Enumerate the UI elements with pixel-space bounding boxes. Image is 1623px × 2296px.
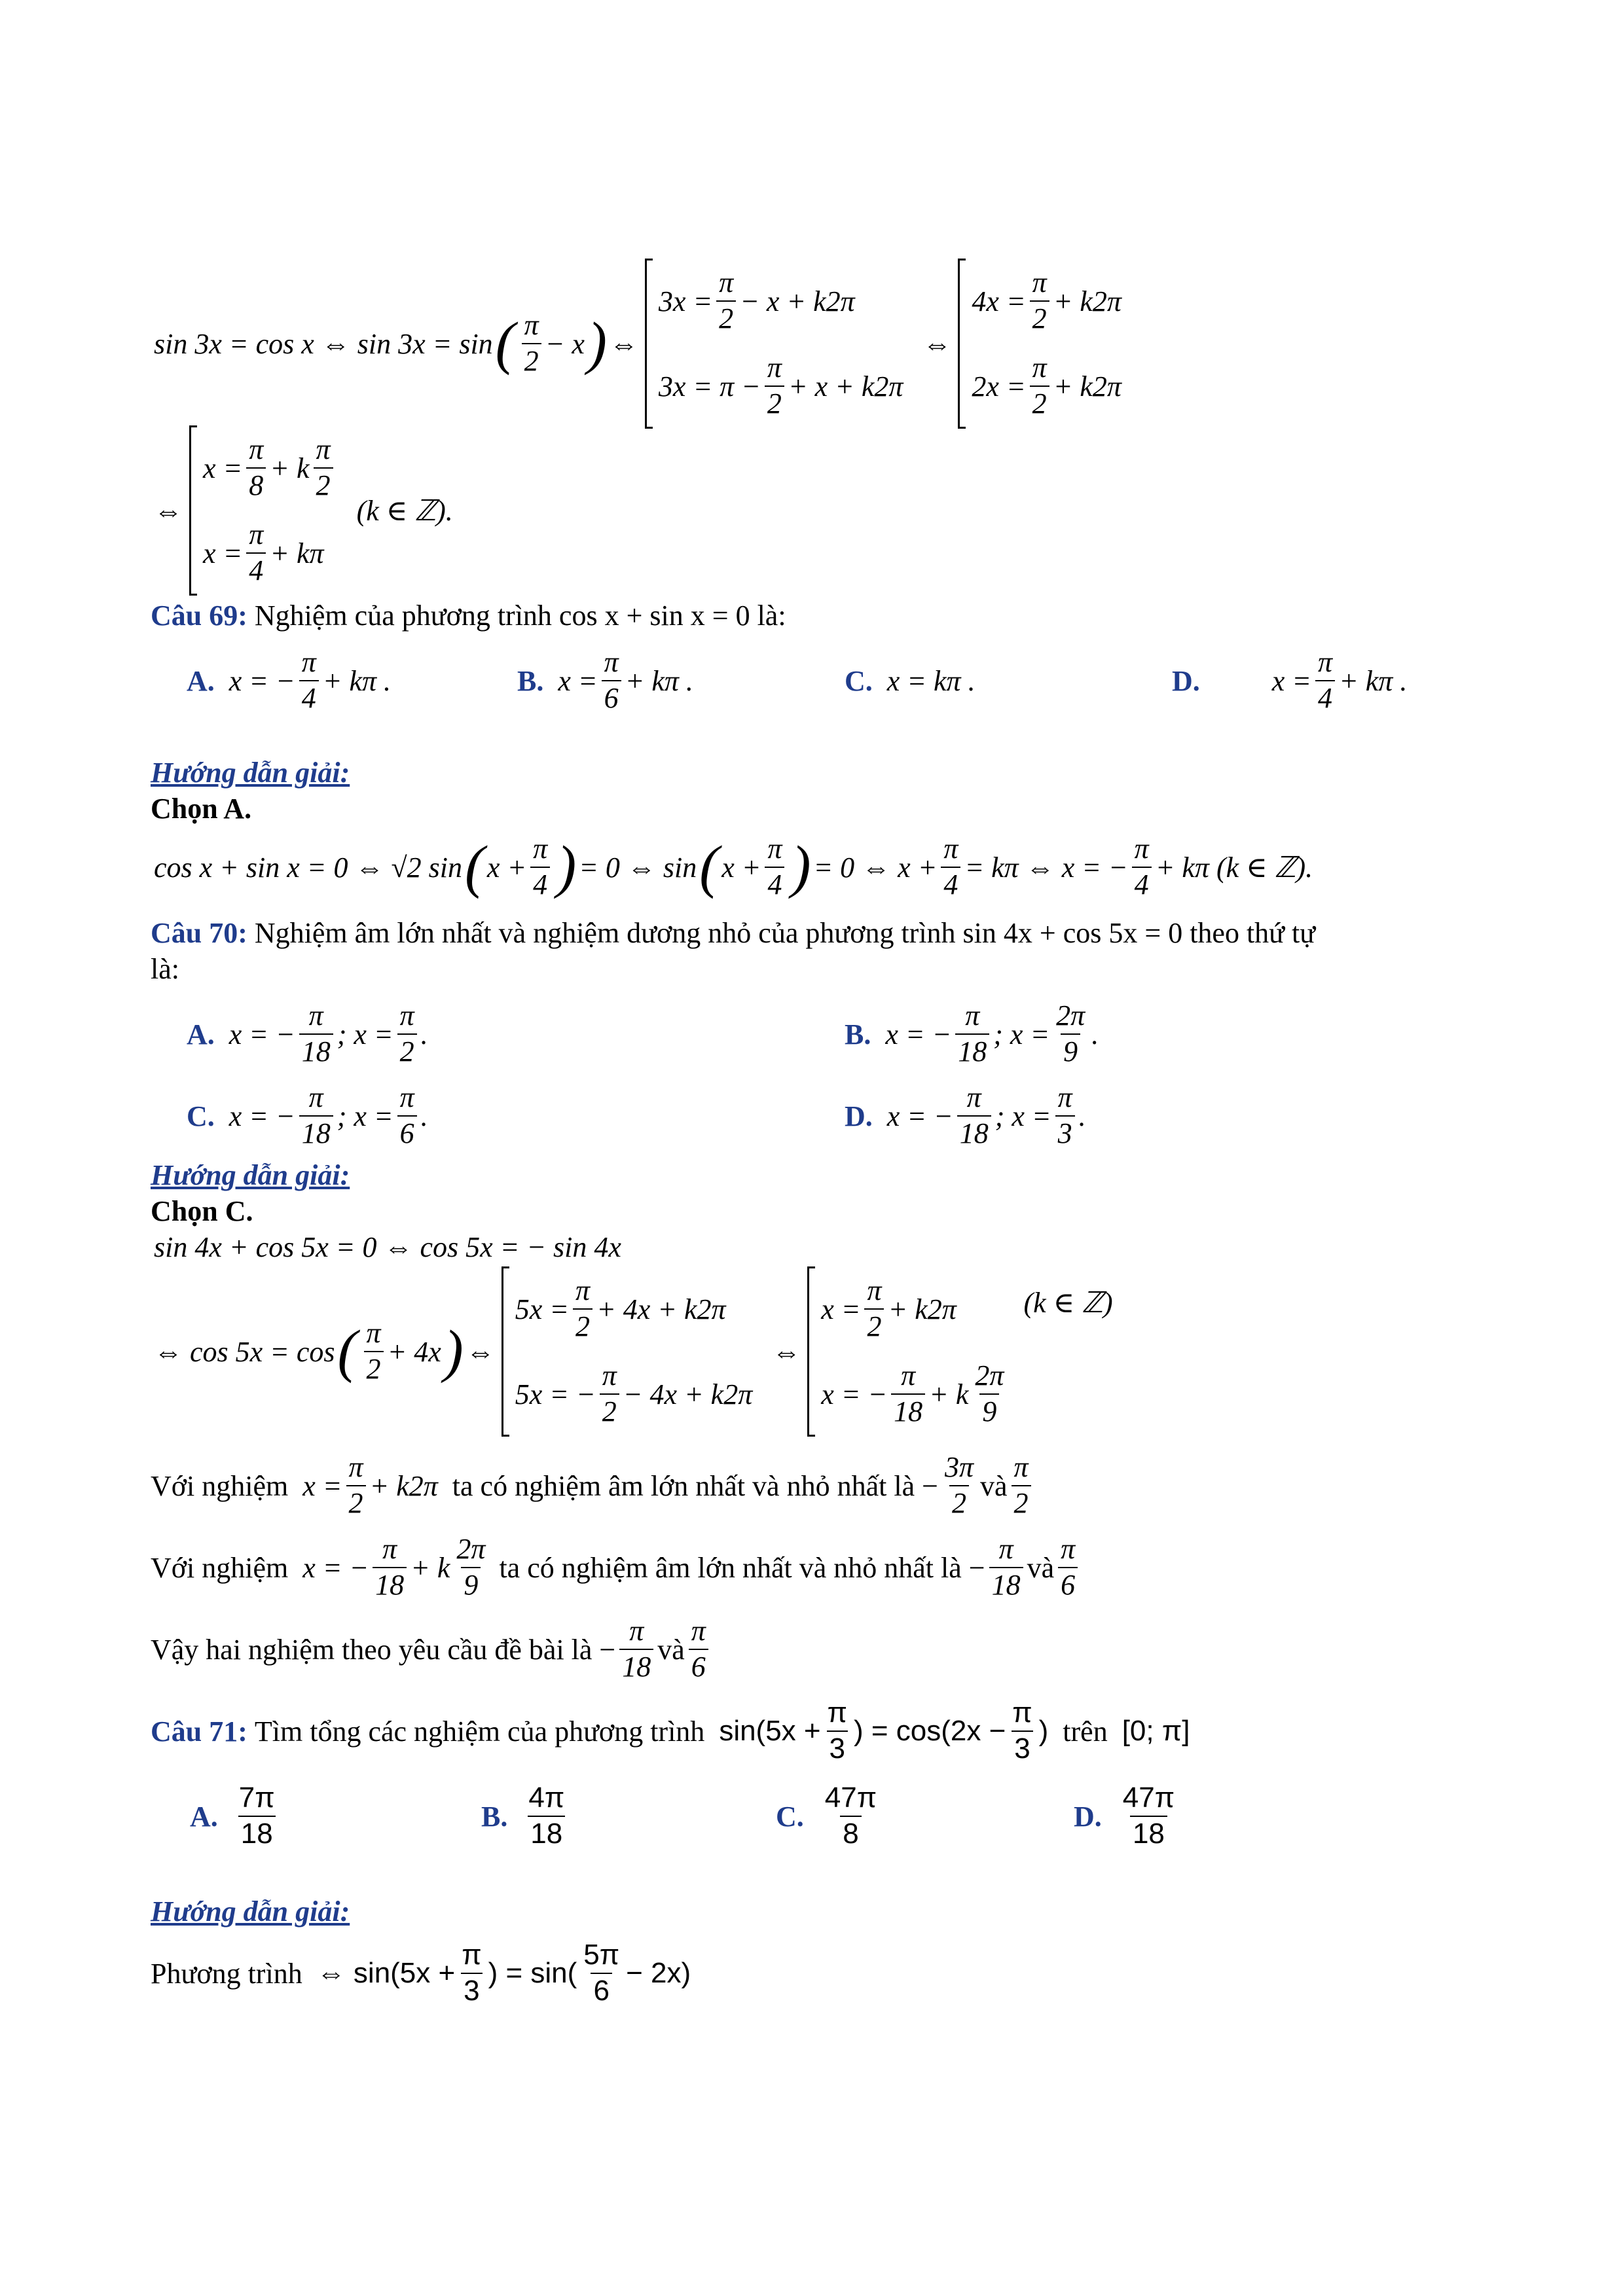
question-label: Câu 69: [151,599,247,632]
question-70: Câu 70: Nghiệm âm lớn nhất và nghiệm dương nhỏ của phương trình sin 4x + cos 5x = 0 theo thứ tự [151,916,1316,949]
frac-pi-2: $\frac{\pi}{2}$ [522,308,541,379]
question-69 [151,596,786,635]
top-equation-line: sin 3x = cos x ⇔ sin 3x = sin ( $\frac{\pi}{2}$ − x ) ⇔ 3x = $\frac{\pi}{2}$ − x + k2π 3x = π − $\frac{\pi}{2}$ + x + k2π ⇔ 4x = $\frac{\pi}{2}$ + k2π 2x = $\frac{\pi}{2}$ + k2π [154,259,1128,429]
option-70-D[interactable]: D. x = − $\frac{\pi}{18}$ ; x = $\frac{\pi}{3}$ . [845,1073,1086,1158]
option-69-C[interactable]: C. x = kπ . [845,664,976,697]
solution-70-conclusion: Vậy hai nghiệm theo yêu cầu đề bài là − $\frac{\pi}{18}$ và $\frac{\pi}{6}$ [151,1607,712,1692]
top-eq1: sin 3x = cos x ⇔ sin 3x = sin [154,327,493,360]
solution-70-with-2: Với nghiệm x = − $\frac{\pi}{18}$ + k $\frac{2\pi}{9}$ ta có nghiệm âm lớn nhất và nhỏ nhất là − $\frac{\pi}{18}$ và $\frac{\pi}{6}$ [151,1525,1082,1610]
option-69-B[interactable]: B. x = $\frac{\pi}{6}$ + kπ . [517,638,693,723]
option-70-C[interactable]: C. x = − $\frac{\pi}{18}$ ; x = $\frac{\pi}{6}$ . [187,1073,428,1158]
option-71-B[interactable]: B. $\frac{4\pi}{18}$ [481,1774,571,1859]
solution-71-equation: Phương trình ⇔ sin(5x + $\frac{\pi}{3}$ ) = sin( $\frac{5\pi}{6}$ − 2x) [151,1931,691,2016]
option-69-A[interactable]: A. x = − $\frac{\pi}{4}$ + kπ . [187,638,391,723]
option-70-A[interactable]: A. x = − $\frac{\pi}{18}$ ; x = $\frac{\pi}{2}$ . [187,992,428,1077]
option-70-B[interactable]: B. x = − $\frac{\pi}{18}$ ; x = $\frac{2\pi}{9}$ . [845,992,1099,1077]
bracket-result: x = $\frac{\pi}{8}$ + k $\frac{\pi}{2}$ x = $\frac{\pi}{4}$ + kπ [189,425,337,596]
option-71-A[interactable]: A. $\frac{7\pi}{18}$ [190,1774,282,1859]
solution-70-choice: Chọn C. [151,1194,253,1227]
solution-70-line1: sin 4x + cos 5x = 0 ⇔ cos 5x = − sin 4x [154,1230,621,1263]
solution-70-with-1: Với nghiệm x = $\frac{\pi}{2}$ + k2π ta có nghiệm âm lớn nhất và nhỏ nhất là − $\frac{3\pi}{2}$ và $\frac{\pi}{2}$ [151,1443,1035,1528]
bracket-system-1: 3x = $\frac{\pi}{2}$ − x + k2π 3x = π − $\frac{\pi}{2}$ + x + k2π [645,259,903,429]
question-text: Nghiệm của phương trình cos x + sin x = 0 là: [254,599,786,632]
solution-70-system: ⇔ cos 5x = cos ( $\frac{\pi}{2}$ + 4x ) ⇔ 5x = $\frac{\pi}{2}$ + 4x + k2π 5x = − $\frac{\pi}{2}$ − 4x + k2π ⇔ x = $\frac{\pi}{2}$ + k2π x = − $\frac{\pi}{18}$ + k $\frac{2\pi}{9}$ (k ∈ ℤ) [154,1266,1113,1437]
solution-69-equation: cos x + sin x = 0 ⇔ √2 sin ( x + $\frac{\pi}{4}$ ) = 0 ⇔ sin ( x + $\frac{\pi}{4}$ ) = 0 ⇔ x + $\frac{\pi}{4}$ = kπ ⇔ x = − $\frac{\pi}{4}$ + kπ (k ∈ ℤ). [154,825,1313,910]
solution-69-choice: Chọn A. [151,792,252,825]
solution-70-heading: Hướng dẫn giải: [151,1158,350,1191]
option-71-C[interactable]: C. $\frac{47\pi}{8}$ [776,1774,883,1859]
solution-69-heading: Hướng dẫn giải: [151,756,350,789]
option-71-D[interactable]: D. $\frac{47\pi}{18}$ [1074,1774,1181,1859]
bracket-system-2: 4x = $\frac{\pi}{2}$ + k2π 2x = $\frac{\pi}{2}$ + k2π [958,259,1122,429]
option-69-D[interactable]: D. x = $\frac{\pi}{4}$ + kπ . [1172,638,1407,723]
top-result-line: ⇔ x = $\frac{\pi}{8}$ + k $\frac{\pi}{2}$ x = $\frac{\pi}{4}$ + kπ (k ∈ ℤ). [154,425,453,596]
solution-71-heading: Hướng dẫn giải: [151,1895,350,1928]
question-71: Câu 71: Tìm tổng các nghiệm của phương trình sin(5x + $\frac{\pi}{3}$ ) = cos(2x − $\frac{\pi}{3}$ ) trên [0; π] [151,1692,1190,1770]
question-70-cont: là: [151,952,179,985]
